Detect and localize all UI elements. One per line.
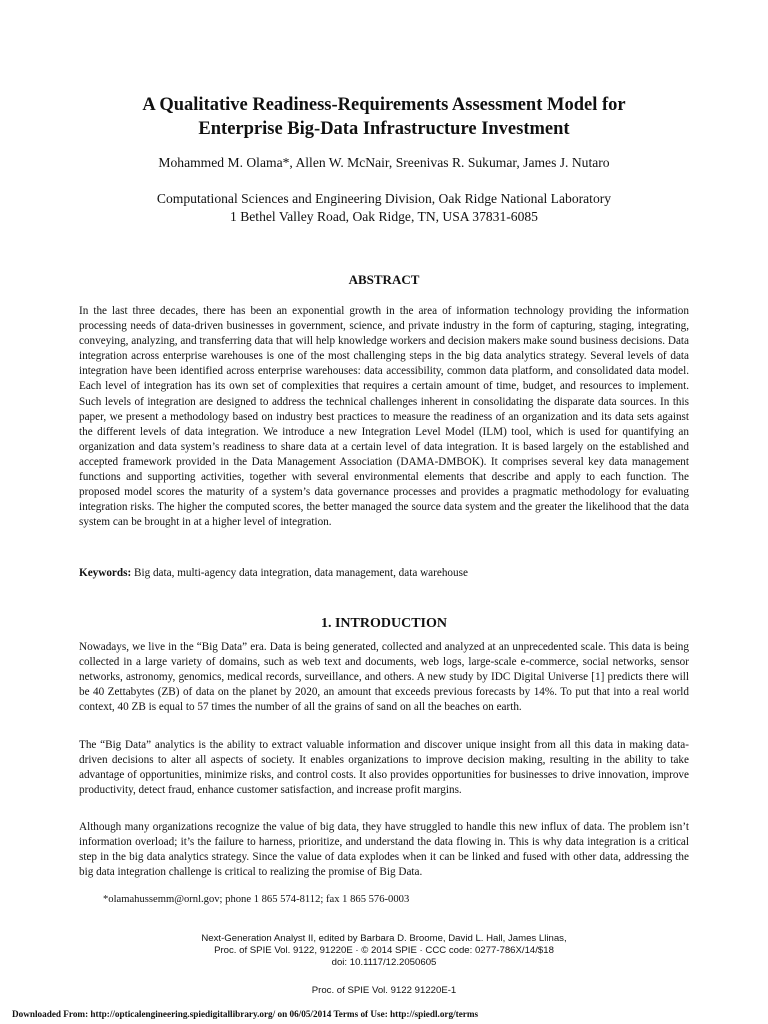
- citation-line-1: Next-Generation Analyst II, edited by Barbara D. Broome, David L. Hall, James Llinas,: [201, 933, 567, 944]
- abstract-text: In the last three decades, there has been an exponential growth in the area of information technology providing the information processing needs of data-driven businesses in government, science, and private industry in the form of capturing, staging, integrating, conveying, analyzing, and transferring data that will help knowledge workers and decision makers make sound business decisions. Data integration across enterprise warehouses is one of the most challenging steps in the big data analytics strategy. Several levels of data integration have been identified across enterprise warehouses: data accessibility, common data platform, and consolidated data model. Each level of integration has its own set of complexities that requires a certain amount of time, budget, and resources to implement. Such levels of integration are designed to address the technical challenges inherent in consolidating the disparate data sources. In this paper, we present a methodology based on industry best practices to measure the readiness of an organization and its data sets against the different levels of data integration. We introduce a new Integration Level Model (ILM) tool, which is used for quantifying an organization and data system’s readiness to share data at a certain level of data integration. It is based largely on the established and accepted framework provided in the Data Management Association (DAMA-DMBOK). It comprises several key data management functions and supporting activities, together with several environmental elements that describe and apply to each function. The proposed model scores the maturity of a system’s data governance processes and provides a pragmatic methodology for evaluating integration risks. The higher the computed scores, the better managed the source data system and the greater the likelihood that the data system can be brought in at a higher level of integration.: [79, 305, 689, 529]
- page-number: Proc. of SPIE Vol. 9122 91220E-1: [311, 985, 457, 996]
- abstract-heading: ABSTRACT: [348, 272, 420, 287]
- keywords-line: [79, 566, 689, 581]
- author-list: Mohammed M. Olama*, Allen W. McNair, Sreenivas R. Sukumar, James J. Nutaro: [158, 155, 610, 170]
- intro-paragraph-3: Although many organizations recognize the value of big data, they have struggled to handle this new influx of data. The problem isn’t information overload; it’s the failure to harness, prioritize, and understand the data flowing in. This is why data integration is a critical step in the big data analytics strategy. Since the value of data explodes when it can be linked and fused with other data, addressing the big data integration challenge is critical to realizing the promise of Big Data.: [79, 821, 689, 879]
- citation-line-2: Proc. of SPIE Vol. 9122, 91220E · © 2014 SPIE · CCC code: 0277-786X/14/$18: [214, 945, 554, 956]
- footnote: *olamahussemm@ornl.gov; phone 1 865 574-8112; fax 1 865 576-0003: [103, 894, 410, 905]
- affiliation: [60, 190, 708, 226]
- paper-title-line-1: A Qualitative Readiness-Requirements Assessment Model for: [142, 95, 626, 115]
- section-heading-introduction: 1. INTRODUCTION: [320, 616, 447, 631]
- keywords-label: Keywords:: [79, 567, 132, 579]
- affiliation-line-1: Computational Sciences and Engineering Division, Oak Ridge National Laboratory: [156, 191, 612, 206]
- paper-title-line-2: Enterprise Big-Data Infrastructure Investment: [198, 119, 570, 139]
- intro-paragraph-2: The “Big Data” analytics is the ability to extract valuable information and discover unique insight from all this data in making data-driven decisions to alter all aspects of society. It enables organizations to improve decision making, resulting in the ability to take advantage of opportunities, minimize risks, and control costs. It also provides opportunities for businesses to drive innovation, improve productivity, detect fraud, enhance customer satisfaction, and increase profit margins.: [79, 739, 689, 797]
- download-notice: Downloaded From: http://opticalengineering.spiedigitallibrary.org/ on 06/05/2014 Terms of Use: http://spiedl.org/terms: [12, 1009, 479, 1019]
- intro-paragraph-1: Nowadays, we live in the “Big Data” era. Data is being generated, collected and analyzed at an unprecedented scale. This data is being collected in a large variety of domains, such as web text and documents, web logs, large-scale e-commerce, social networks, sensor networks, astronomy, genomics, medical records, surveillance, and others. A new study by IDC Digital Universe [1] predicts there will be 40 Zettabytes (ZB) of data on the planet by 2020, an amount that exceeds previous forecasts by 14%. To put that into a real world context, 40 ZB is equal to 57 times the number of all the grains of sand on all the beaches on earth.: [79, 641, 689, 714]
- affiliation-line-2: 1 Bethel Valley Road, Oak Ridge, TN, USA 37831-6085: [230, 209, 538, 224]
- paper-title: [60, 93, 708, 141]
- citation-line-3: doi: 10.1117/12.2050605: [331, 957, 437, 968]
- citation-block: [60, 933, 708, 969]
- keywords-text: Big data, multi-agency data integration, data management, data warehouse: [131, 567, 468, 579]
